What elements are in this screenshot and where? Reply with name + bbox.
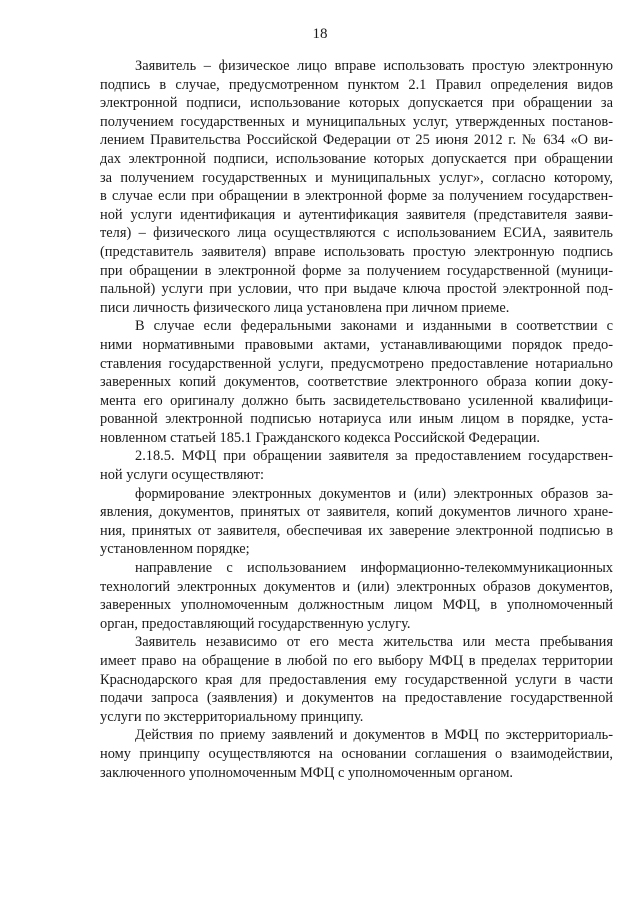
paragraph-first-line: Заявитель независимо от его места жительства или места пребывания: [135, 634, 613, 651]
text-line: дах электронной подписи, использование которых допускается при обращении: [100, 150, 613, 167]
text-line: пальной) услуги при условии, что при выдаче ключа простой электронной под-: [100, 281, 613, 298]
document-body: [100, 57, 613, 782]
text-line: писи личность физического лица установлена при личном приеме.: [100, 299, 510, 316]
text-line: ной услуги осуществляют:: [100, 467, 265, 484]
text-line: ной услуги идентификация и аутентификация заявителя (представителя заяви-: [100, 206, 613, 223]
text-line: мента его оригиналу должно быть засвидетельствовано усиленной квалифици-: [100, 392, 613, 409]
paragraph-first-line: Действия по приему заявлений и документов в МФЦ по экстерриториаль-: [135, 727, 613, 744]
text-line: технологий электронных документов и (или) электронных образов документов,: [100, 578, 613, 595]
text-line: заверенных копий документов, соответствие электронного образа копии доку-: [100, 374, 613, 391]
text-line: заверенных уполномоченным должностным лицом МФЦ, в уполномоченный: [100, 597, 613, 614]
text-line: теля) – физического лица осуществляются с использованием ЕСИА, заявитель: [100, 225, 613, 242]
text-line: в случае если при обращении в электронной форме за получением государствен-: [100, 188, 613, 205]
text-line: новленном статьей 185.1 Гражданского кодекса Российской Федерации.: [100, 429, 541, 446]
text-line: заключенного уполномоченным МФЦ с уполномоченным органом.: [100, 764, 514, 781]
text-line: услуги по экстерриториальному принципу.: [100, 708, 364, 725]
text-line: подпись в случае, предусмотренном пунктом 2.1 Правил определения видов: [100, 76, 613, 93]
paragraph-first-line: направление с использованием информационно-телекоммуникационных: [135, 560, 613, 577]
page-number: 18: [312, 26, 328, 42]
paragraph-first-line: В случае если федеральными законами и изданными в соответствии с: [135, 318, 613, 335]
text-line: электронной подписи, использование которых допускается при обращении за: [100, 95, 613, 112]
text-line: за получением государственных и муниципальных услуг», согласно которому,: [100, 169, 613, 186]
text-line: Краснодарского края для предоставления ему государственной услуги в части: [100, 671, 613, 688]
text-line: явления, документов, принятых от заявителя, копий документов личного хране-: [100, 504, 613, 521]
text-line: (представитель заявителя) вправе использовать простую электронную подпись: [100, 243, 613, 260]
text-line: имеет право на обращение в любой по его выбору МФЦ в пределах территории: [100, 653, 613, 669]
paragraph-first-line: Заявитель – физическое лицо вправе использовать простую электронную: [135, 58, 613, 74]
text-line: ния, принятых от заявителя, обеспечивая их заверение электронной подписью в: [100, 522, 613, 539]
text-line: орган, предоставляющий государственную услугу.: [100, 615, 411, 632]
paragraph-first-line: формирование электронных документов и (или) электронных образов за-: [135, 485, 613, 502]
text-line: ними нормативными правовыми актами, устанавливающими порядок предо-: [100, 336, 613, 353]
text-line: установленном порядке;: [100, 541, 250, 558]
paragraph-first-line: 2.18.5. МФЦ при обращении заявителя за предоставлением государствен-: [135, 448, 613, 465]
text-line: подачи запроса (заявления) и документов на предоставление государственной: [100, 690, 613, 707]
text-line: лением Правительства Российской Федерации от 25 июня 2012 г. № 634 «О ви-: [100, 132, 613, 149]
text-line: ставления государственной услуги, предусмотрено предоставление нотариально: [100, 355, 613, 372]
text-line: при обращении в электронной форме за получением государственной (муници-: [100, 262, 613, 279]
text-line: рованной электронной подписью нотариуса или иным лицом в порядке, уста-: [100, 411, 613, 428]
text-line: ному принципу осуществляются на основании соглашения о взаимодействии,: [100, 745, 613, 762]
text-line: получением государственных и муниципальных услуг, утвержденных постанов-: [100, 113, 613, 130]
